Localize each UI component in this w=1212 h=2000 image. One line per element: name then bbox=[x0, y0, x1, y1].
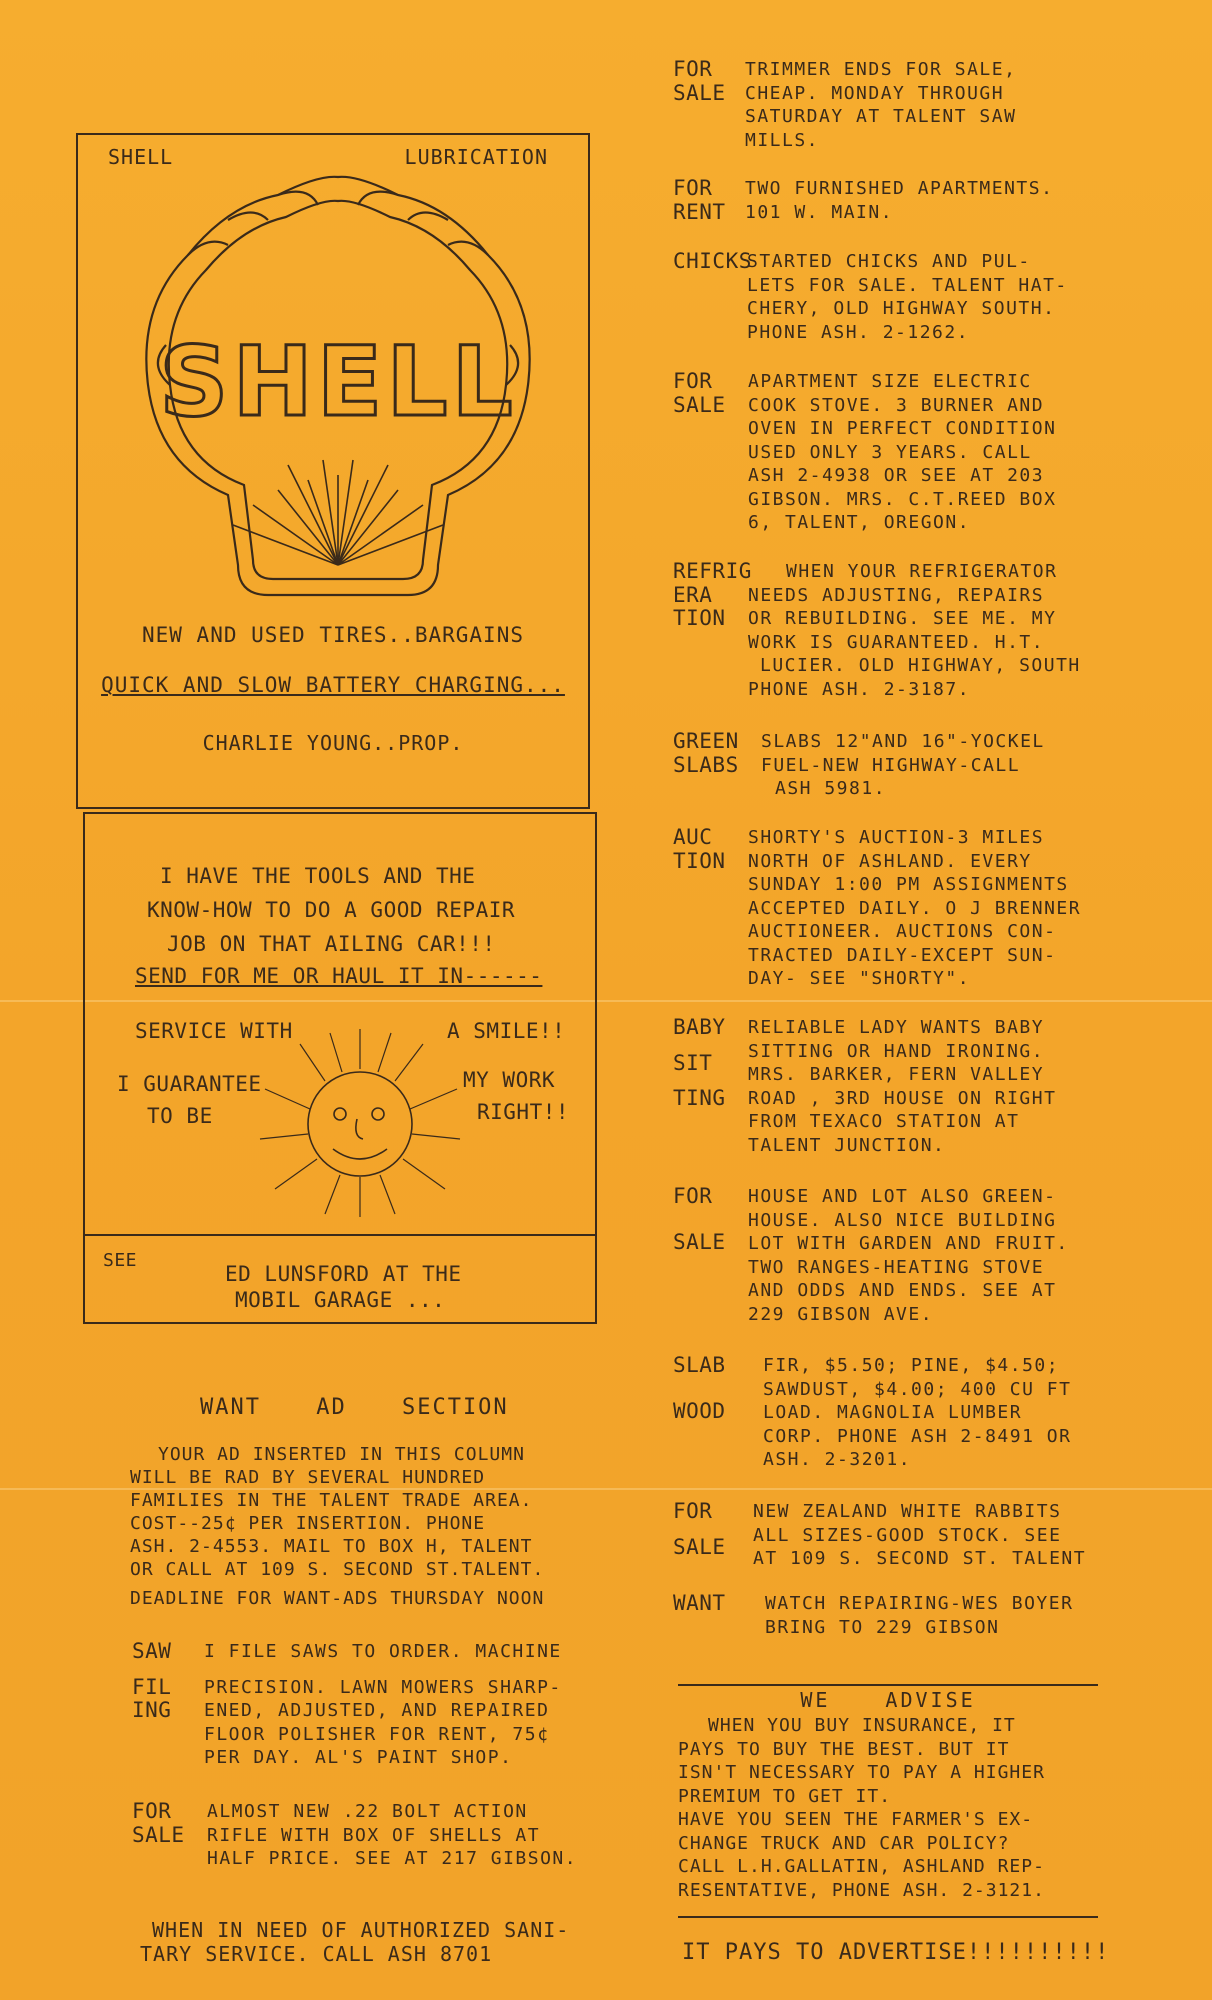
ad-label: FOR bbox=[673, 369, 713, 393]
ad-label: RENT bbox=[673, 199, 726, 224]
insurance-line: ISN'T NECESSARY TO PAY A HIGHER bbox=[678, 1762, 1045, 1783]
shell-ad-proprietor: CHARLIE YOUNG..PROP. bbox=[202, 731, 464, 755]
ad-line: USED ONLY 3 YEARS. CALL bbox=[748, 441, 1032, 463]
ad-line: LOAD. MAGNOLIA LUMBER bbox=[763, 1402, 1023, 1423]
want-ad-body-line: OR CALL AT 109 S. SECOND ST.TALENT. bbox=[130, 1559, 545, 1580]
repair-service-left: SERVICE WITH bbox=[135, 1019, 293, 1043]
ad-line: 101 W. MAIN. bbox=[745, 201, 894, 223]
ad-line: FROM TEXACO STATION AT bbox=[748, 1111, 1020, 1132]
ad-label: TION bbox=[673, 606, 726, 630]
repair-line-4: SEND FOR ME OR HAUL IT IN------ bbox=[135, 964, 543, 988]
want-ad-section-body bbox=[130, 1443, 650, 1610]
sanitary-line: TARY SERVICE. CALL ASH 8701 bbox=[140, 1942, 493, 1966]
ad-label: CHICKS bbox=[673, 249, 752, 273]
ad-line: FLOOR POLISHER FOR RENT, 75¢ bbox=[204, 1723, 550, 1745]
divider bbox=[678, 1916, 1098, 1918]
ad-label: REFRIG bbox=[673, 559, 752, 583]
ad-sanitary-service bbox=[140, 1918, 569, 1966]
ad-line: RIFLE WITH BOX OF SHELLS AT bbox=[207, 1824, 541, 1846]
ad-label: FOR bbox=[673, 176, 713, 200]
insurance-line: WHEN YOU BUY INSURANCE, IT bbox=[708, 1715, 1016, 1736]
want-ad-section-title: WANT AD SECTION bbox=[200, 1395, 509, 1420]
ad-line: APARTMENT SIZE ELECTRIC bbox=[748, 371, 1032, 392]
ad-line: TWO RANGES-HEATING STOVE bbox=[748, 1256, 1045, 1278]
ad-label: ERA bbox=[673, 582, 713, 607]
ad-line: RELIABLE LADY WANTS BABY bbox=[748, 1017, 1045, 1038]
ad-line: HOUSE. ALSO NICE BUILDING bbox=[748, 1209, 1057, 1231]
insurance-line: CHANGE TRUCK AND CAR POLICY? bbox=[678, 1832, 1010, 1854]
ad-line: ACCEPTED DAILY. O J BRENNER bbox=[748, 897, 1082, 919]
repair-footer-1: ED LUNSFORD AT THE bbox=[225, 1262, 462, 1286]
shell-logo-icon bbox=[118, 165, 558, 625]
ad-line: SITTING OR HAND IRONING. bbox=[748, 1040, 1045, 1062]
want-ad-body-line: YOUR AD INSERTED IN THIS COLUMN bbox=[158, 1444, 525, 1465]
ad-line: NEEDS ADJUSTING, REPAIRS bbox=[748, 584, 1045, 606]
insurance-ad-body bbox=[678, 1714, 1045, 1902]
ad-label: WANT bbox=[673, 1591, 726, 1615]
ad-label: ING bbox=[132, 1698, 172, 1722]
ad-line: PER DAY. AL'S PAINT SHOP. bbox=[204, 1747, 513, 1768]
repair-line-3: JOB ON THAT AILING CAR!!! bbox=[167, 932, 496, 956]
ad-line: LUCIER. OLD HIGHWAY, SOUTH bbox=[760, 655, 1081, 676]
ad-line: I FILE SAWS TO ORDER. MACHINE bbox=[204, 1641, 562, 1662]
repair-guarantee-left-1: I GUARANTEE bbox=[117, 1072, 262, 1096]
ad-line: SLABS 12"AND 16"-YOCKEL bbox=[761, 731, 1045, 752]
ad-line: AND ODDS AND ENDS. SEE AT bbox=[748, 1280, 1057, 1301]
ad-line: GIBSON. MRS. C.T.REED BOX bbox=[748, 488, 1057, 510]
ad-line: WHEN YOUR REFRIGERATOR bbox=[786, 561, 1058, 582]
shell-header-right: LUBRICATION bbox=[404, 145, 548, 169]
shell-header-left: SHELL bbox=[108, 145, 174, 169]
ad-label: SIT bbox=[673, 1050, 713, 1075]
ad-line: WATCH REPAIRING-WES BOYER bbox=[765, 1593, 1074, 1614]
ad-line: MILLS. bbox=[745, 129, 820, 151]
ad-line: HOUSE AND LOT ALSO GREEN- bbox=[748, 1186, 1057, 1207]
ad-label: WOOD bbox=[673, 1398, 726, 1423]
ad-line: OR REBUILDING. SEE ME. MY bbox=[748, 608, 1057, 629]
ad-label: SALE bbox=[673, 392, 726, 417]
repair-service-right: A SMILE!! bbox=[447, 1019, 566, 1043]
ad-label: SALE bbox=[673, 1229, 726, 1254]
ad-line: PHONE ASH. 2-1262. bbox=[747, 321, 970, 343]
ad-line: SATURDAY AT TALENT SAW bbox=[745, 106, 1017, 127]
ad-line: BRING TO 229 GIBSON bbox=[765, 1616, 1000, 1638]
ad-line: SAWDUST, $4.00; 400 CU FT bbox=[763, 1378, 1072, 1400]
want-ad-body-line: FAMILIES IN THE TALENT TRADE AREA. bbox=[130, 1490, 533, 1511]
ad-line: TALENT JUNCTION. bbox=[748, 1134, 946, 1156]
ad-label: SALE bbox=[673, 80, 726, 105]
ad-line: 229 GIBSON AVE. bbox=[748, 1303, 934, 1325]
divider bbox=[678, 1684, 1098, 1686]
ad-line: ASH 5981. bbox=[775, 778, 887, 799]
want-ad-body-line: ASH. 2-4553. MAIL TO BOX H, TALENT bbox=[130, 1536, 533, 1557]
ad-line: ALMOST NEW .22 BOLT ACTION bbox=[207, 1801, 528, 1822]
ad-line: ENED, ADJUSTED, AND REPAIRED bbox=[204, 1700, 550, 1721]
ad-label: FOR bbox=[673, 1499, 713, 1523]
shell-logo-word: SHELL bbox=[159, 326, 517, 438]
ad-line: LOT WITH GARDEN AND FRUIT. bbox=[748, 1233, 1069, 1254]
ad-label: SALE bbox=[132, 1822, 185, 1847]
repair-guarantee-left-2: TO BE bbox=[147, 1104, 213, 1128]
insurance-ad-title: WE ADVISE bbox=[800, 1688, 976, 1712]
ad-label: AUC bbox=[673, 825, 713, 849]
shell-ad-battery: QUICK AND SLOW BATTERY CHARGING... bbox=[101, 673, 565, 697]
insurance-line: PREMIUM TO GET IT. bbox=[678, 1785, 892, 1807]
repair-guarantee-right-2: RIGHT!! bbox=[477, 1100, 570, 1124]
ad-label: BABY bbox=[673, 1015, 726, 1039]
ad-line: ALL SIZES-GOOD STOCK. SEE bbox=[753, 1524, 1062, 1546]
ad-line: CHEAP. MONDAY THROUGH bbox=[745, 82, 1005, 104]
ad-line: MRS. BARKER, FERN VALLEY bbox=[748, 1064, 1045, 1085]
repair-footer-2: MOBIL GARAGE ... bbox=[235, 1288, 446, 1312]
ad-line: TRACTED DAILY-EXCEPT SUN- bbox=[748, 944, 1057, 966]
shell-ad bbox=[76, 133, 590, 809]
repair-ad bbox=[83, 812, 597, 1324]
ad-line: FUEL-NEW HIGHWAY-CALL bbox=[761, 754, 1021, 776]
ad-line: DAY- SEE "SHORTY". bbox=[748, 968, 971, 989]
ad-line: SUNDAY 1:00 PM ASSIGNMENTS bbox=[748, 874, 1069, 895]
ad-label: SLAB bbox=[673, 1353, 726, 1377]
ad-line: PRECISION. LAWN MOWERS SHARP- bbox=[204, 1676, 562, 1698]
ad-line: HALF PRICE. SEE AT 217 GIBSON. bbox=[207, 1848, 578, 1869]
closing-slogan: IT PAYS TO ADVERTISE!!!!!!!!!! bbox=[682, 1940, 1110, 1965]
ad-label: GREEN bbox=[673, 729, 739, 753]
want-ad-deadline: DEADLINE FOR WANT-ADS THURSDAY NOON bbox=[130, 1588, 545, 1609]
ad-line: AUCTIONEER. AUCTIONS CON- bbox=[748, 921, 1057, 942]
ad-line: TWO FURNISHED APARTMENTS. bbox=[745, 178, 1054, 199]
ad-label: SLABS bbox=[673, 752, 739, 777]
ad-line: NORTH OF ASHLAND. EVERY bbox=[748, 850, 1032, 872]
repair-guarantee-right-1: MY WORK bbox=[463, 1068, 556, 1092]
ad-line: TRIMMER ENDS FOR SALE, bbox=[745, 59, 1017, 80]
smiling-sun-icon bbox=[245, 1019, 475, 1219]
ad-line: AT 109 S. SECOND ST. TALENT bbox=[753, 1548, 1087, 1569]
ad-label: TING bbox=[673, 1086, 726, 1110]
ad-line: NEW ZEALAND WHITE RABBITS bbox=[753, 1501, 1062, 1522]
ad-line: WORK IS GUARANTEED. H.T. bbox=[748, 631, 1045, 653]
ad-line: ASH 2-4938 OR SEE AT 203 bbox=[748, 465, 1045, 486]
ad-label: FOR bbox=[673, 1184, 713, 1208]
ad-line: OVEN IN PERFECT CONDITION bbox=[748, 418, 1057, 439]
ad-label: TION bbox=[673, 848, 726, 873]
ad-line: PHONE ASH. 2-3187. bbox=[748, 678, 971, 700]
ad-label: FOR bbox=[673, 57, 713, 81]
ad-line: FIR, $5.50; PINE, $4.50; bbox=[763, 1355, 1060, 1376]
shell-ad-tires: NEW AND USED TIRES..BARGAINS bbox=[141, 623, 524, 647]
ad-line: CHERY, OLD HIGHWAY SOUTH. bbox=[747, 298, 1056, 319]
repair-ad-panel bbox=[85, 814, 595, 1236]
sanitary-line: WHEN IN NEED OF AUTHORIZED SANI- bbox=[152, 1918, 570, 1942]
insurance-line: HAVE YOU SEEN THE FARMER'S EX- bbox=[678, 1809, 1034, 1830]
repair-line-2: KNOW-HOW TO DO A GOOD REPAIR bbox=[147, 898, 516, 922]
ad-label: SAW bbox=[132, 1639, 172, 1663]
repair-see-label: SEE bbox=[103, 1250, 138, 1271]
repair-line-1: I HAVE THE TOOLS AND THE bbox=[160, 864, 476, 888]
ad-line: 6, TALENT, OREGON. bbox=[748, 512, 971, 533]
ad-line: LETS FOR SALE. TALENT HAT- bbox=[747, 274, 1068, 296]
ad-line: COOK STOVE. 3 BURNER AND bbox=[748, 394, 1045, 416]
ad-label: SALE bbox=[673, 1534, 726, 1559]
ad-line: STARTED CHICKS AND PUL- bbox=[747, 251, 1031, 272]
insurance-line: CALL L.H.GALLATIN, ASHLAND REP- bbox=[678, 1856, 1045, 1877]
ad-line: ROAD , 3RD HOUSE ON RIGHT bbox=[748, 1087, 1057, 1109]
want-ad-body-line: COST--25¢ PER INSERTION. PHONE bbox=[130, 1513, 486, 1534]
ad-label: FOR bbox=[132, 1799, 172, 1823]
want-ad-body-line: WILL BE RAD BY SEVERAL HUNDRED bbox=[130, 1467, 486, 1488]
insurance-line: RESENTATIVE, PHONE ASH. 2-3121. bbox=[678, 1879, 1045, 1901]
ad-line: CORP. PHONE ASH 2-8491 OR bbox=[763, 1425, 1072, 1447]
ad-label: FIL bbox=[132, 1674, 172, 1699]
ad-line: ASH. 2-3201. bbox=[763, 1449, 912, 1470]
ad-line: SHORTY'S AUCTION-3 MILES bbox=[748, 827, 1045, 848]
insurance-line: PAYS TO BUY THE BEST. BUT IT bbox=[678, 1738, 1010, 1760]
